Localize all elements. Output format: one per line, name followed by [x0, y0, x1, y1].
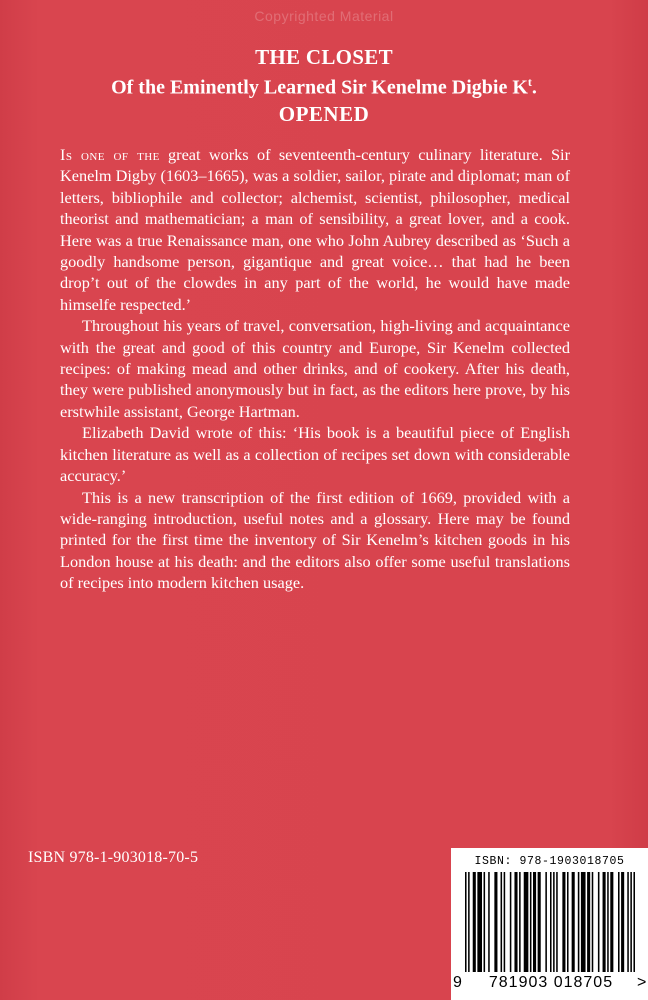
barcode-first-digit: 9	[453, 974, 462, 991]
barcode-bar	[587, 872, 590, 972]
barcode-bar	[618, 872, 620, 972]
barcode-arrow: >	[637, 974, 647, 991]
title-line-2	[0, 70, 648, 101]
barcode-bar	[633, 872, 635, 972]
barcode-bar	[598, 872, 600, 972]
blurb-paragraph-4: This is a new transcription of the first edition of 1669, provided with a wide-ranging introduction, useful notes and a glossary. Here may be found printed for the first time the inventory of Sir Kenelm’s kitchen goods in his London house at his death: and the editors also offer some useful translations of recipes into modern kitchen usage.	[60, 487, 570, 593]
barcode-bar	[567, 872, 569, 972]
barcode	[451, 848, 648, 1000]
title-line-2-period: .	[531, 76, 537, 99]
barcode-bar	[603, 872, 606, 972]
barcode-bar	[524, 872, 529, 972]
barcode-bar	[465, 872, 467, 972]
barcode-bar	[473, 872, 476, 972]
isbn-label: ISBN 978-1-903018-70-5	[28, 849, 199, 866]
barcode-bar	[468, 872, 470, 972]
barcode-bar	[562, 872, 565, 972]
barcode-bar	[627, 872, 629, 972]
barcode-bar	[545, 872, 547, 972]
blurb-lead-in: Is one of the	[60, 145, 160, 164]
barcode-bar	[572, 872, 575, 972]
barcode-bar	[530, 872, 532, 972]
barcode-bars	[465, 872, 635, 972]
barcode-bar	[504, 872, 506, 972]
barcode-bar	[578, 872, 580, 972]
barcode-bar	[488, 872, 490, 972]
barcode-bar	[581, 872, 586, 972]
blurb-paragraph-2: Throughout his years of travel, conversation, high-living and acquaintance with the great and good of this country and Europe, Sir Kenelm collected recipes: of making mead and other drinks, and of cookery. After his death, they were published anonymously but in fact, as the editors here prove, by his erstwhile assistant, George Hartman.	[60, 316, 570, 421]
barcode-bar	[538, 872, 541, 972]
title-line-3: OPENED	[278, 101, 370, 126]
barcode-bar	[607, 872, 609, 972]
barcode-bar	[519, 872, 521, 972]
blurb-paragraph-3: Elizabeth David wrote of this: ‘His book is a beautiful piece of English kitchen literature as well as a collection of recipes set down with considerable accuracy.’	[60, 423, 570, 486]
barcode-bar	[510, 872, 512, 972]
barcode-bar	[533, 872, 536, 972]
blurb-paragraph-1-text: great works of seventeenth-century culinary literature. Sir Kenelm Digby (1603–1665), was a soldier, sailor, pirate and diplomat; man of letters, bibliophile and collector; alchemist, scientist, philosopher, medical theorist and mathematician; a man of sensibility, a great lover, and a cook. Here was a true Renaissance man, one who John Aubrey described as ‘Such a goodly handsome person, gigantique and great voice… that had he been drop’t out of the clowdes in any part of the world, he would have made himselfe respected.’	[60, 145, 570, 314]
barcode-bar	[592, 872, 594, 972]
barcode-bar	[553, 872, 555, 972]
barcode-bar	[484, 872, 486, 972]
barcode-bar	[621, 872, 624, 972]
barcode-bar	[477, 872, 482, 972]
title-line-2-text: Of the Eminently Learned Sir Kenelme Digbie K	[111, 76, 528, 99]
barcode-main-digits: 781903 018705	[488, 974, 614, 991]
barcode-bar	[610, 872, 613, 972]
barcode-bar	[501, 872, 503, 972]
barcode-isbn-text: ISBN: 978-1903018705	[474, 855, 625, 868]
barcode-bar	[550, 872, 552, 972]
blurb-paragraph-1	[60, 144, 570, 315]
title-block	[0, 44, 648, 127]
barcode-bar	[630, 872, 632, 972]
blurb	[60, 144, 570, 594]
title-line-1: THE CLOSET	[255, 45, 393, 69]
title-line-2-superscript: t	[527, 75, 532, 89]
barcode-bar	[556, 872, 558, 972]
barcode-bar	[494, 872, 497, 972]
barcode-bar	[514, 872, 517, 972]
watermark: Copyrighted Material	[254, 8, 394, 24]
